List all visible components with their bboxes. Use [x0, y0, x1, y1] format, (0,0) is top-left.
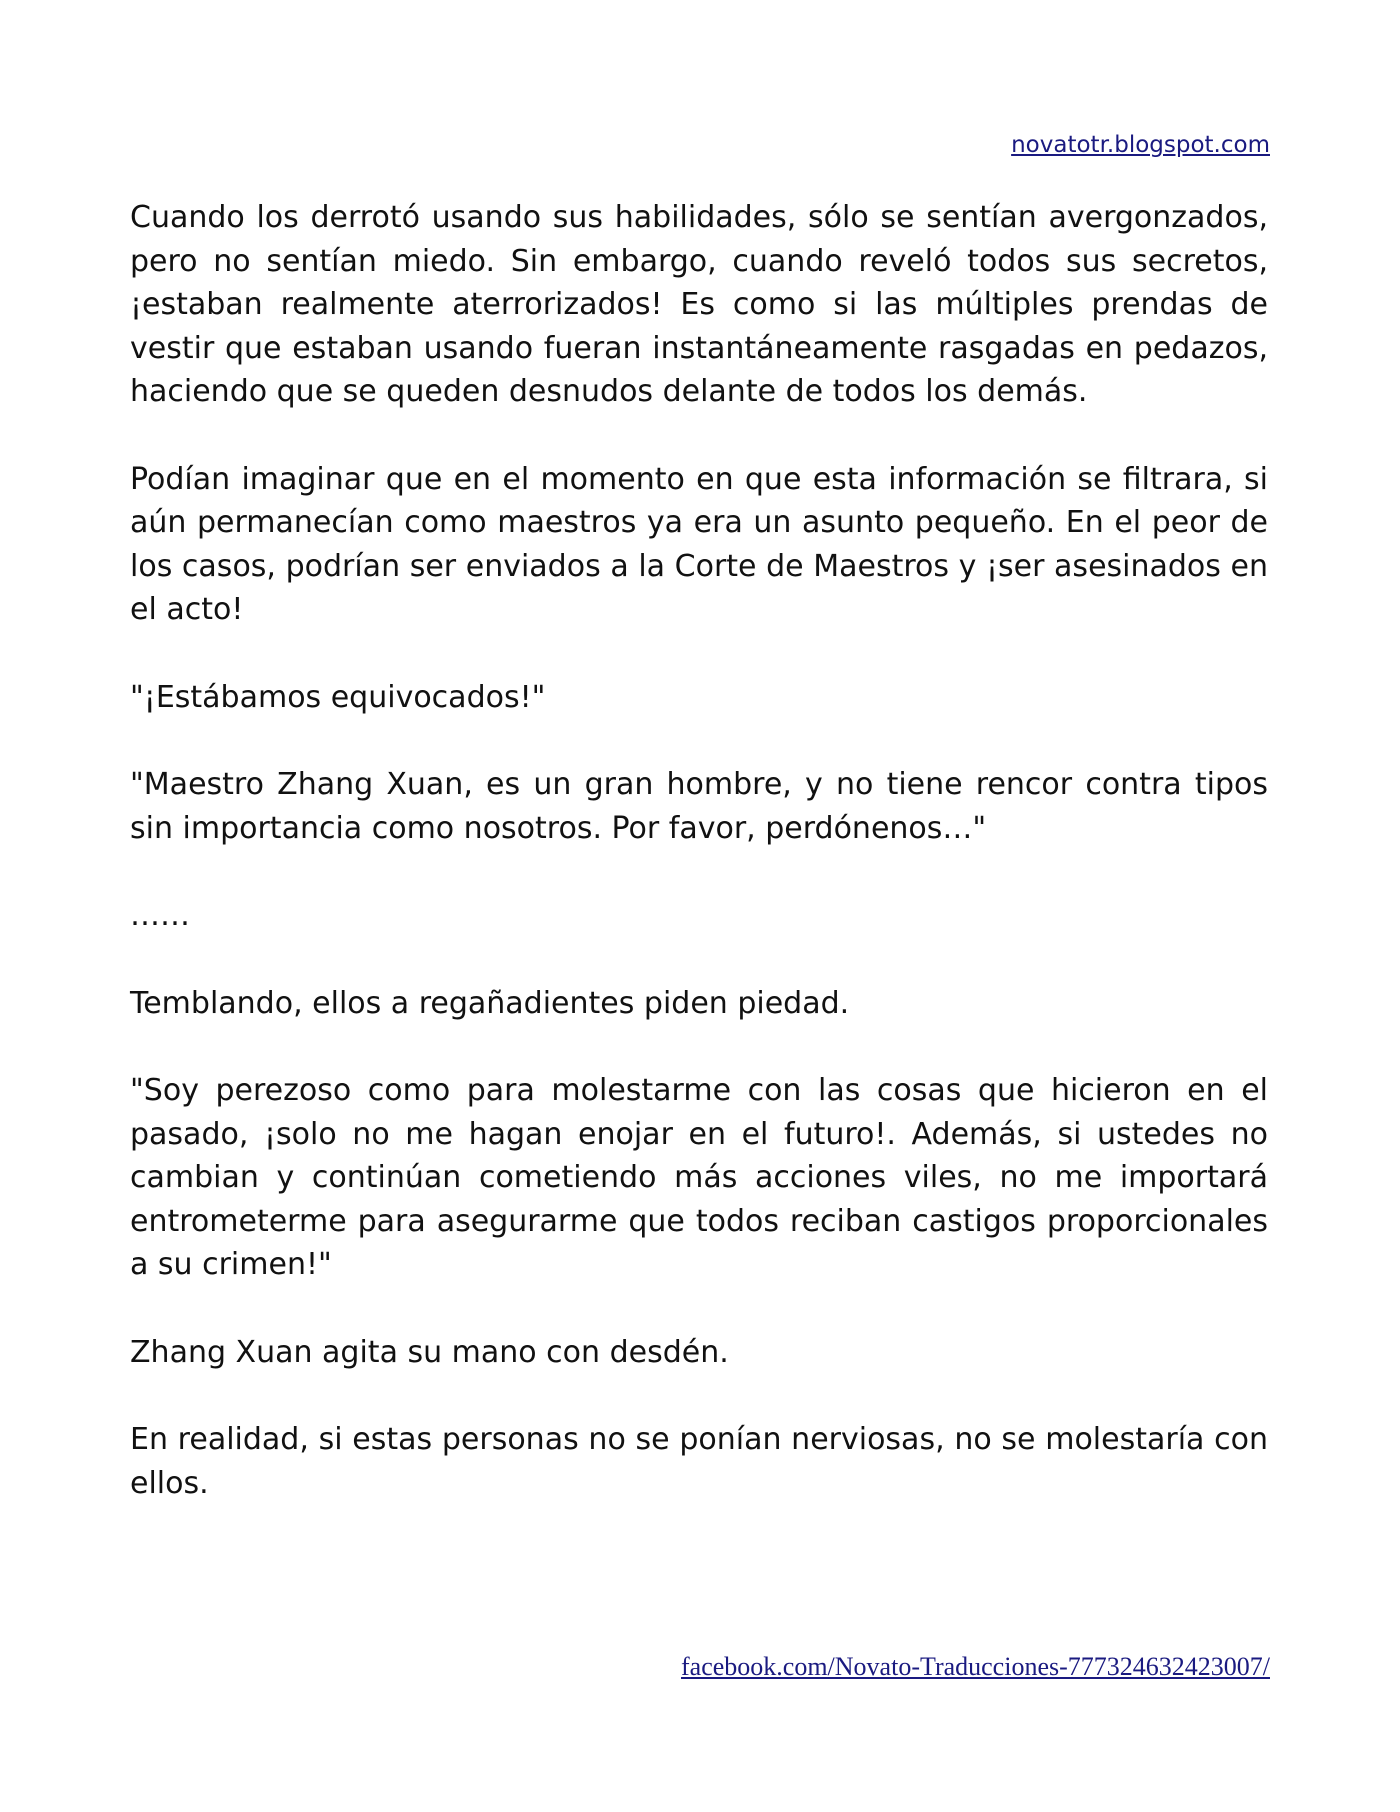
paragraph-3: "¡Estábamos equivocados!" — [130, 679, 546, 715]
paragraph-6: Temblando, ellos a regañadientes piden piedad. — [130, 985, 850, 1021]
paragraph-4: "Maestro Zhang Xuan, es un gran hombre, y no tiene rencor contra tipos sin importancia como nosotros. Por favor, perdónenos…" — [130, 767, 1268, 846]
paragraph-9: En realidad, si estas personas no se ponían nerviosas, no se molestaría con ellos. — [130, 1422, 1268, 1501]
document-body — [130, 196, 1268, 1549]
blog-link[interactable]: novatotr.blogspot.com — [1011, 132, 1270, 158]
paragraph-1: Cuando los derrotó usando sus habilidades, sólo se sentían avergonzados, pero no sentían miedo. Sin embargo, cuando reveló todos sus secretos, ¡estaban realmente aterrorizados! Es como si las múltiples prendas de vestir que estaban usando fueran instantáneamente rasgadas en pedazos, haciendo que se queden desnudos delante de todos los demás. — [130, 200, 1268, 409]
paragraph-2: Podían imaginar que en el momento en que esta información se filtrara, si aún permanecían como maestros ya era un asunto pequeño. En el peor de los casos, podrían ser enviados a la Corte de Maestros y ¡ser asesinados en el acto! — [130, 461, 1268, 627]
facebook-link[interactable]: facebook.com/Novato-Traducciones-777324632423007/ — [681, 1652, 1270, 1681]
paragraph-8: Zhang Xuan agita su mano con desdén. — [130, 1334, 729, 1370]
paragraph-5: …… — [130, 898, 190, 933]
paragraph-7: "Soy perezoso como para molestarme con las cosas que hicieron en el pasado, ¡solo no me hagan enojar en el futuro!. Además, si ustedes no cambian y continúan cometiendo más acciones viles, no me importará entrometerme para asegurarme que todos reciban castigos proporcionales a su crimen!" — [130, 1073, 1268, 1282]
